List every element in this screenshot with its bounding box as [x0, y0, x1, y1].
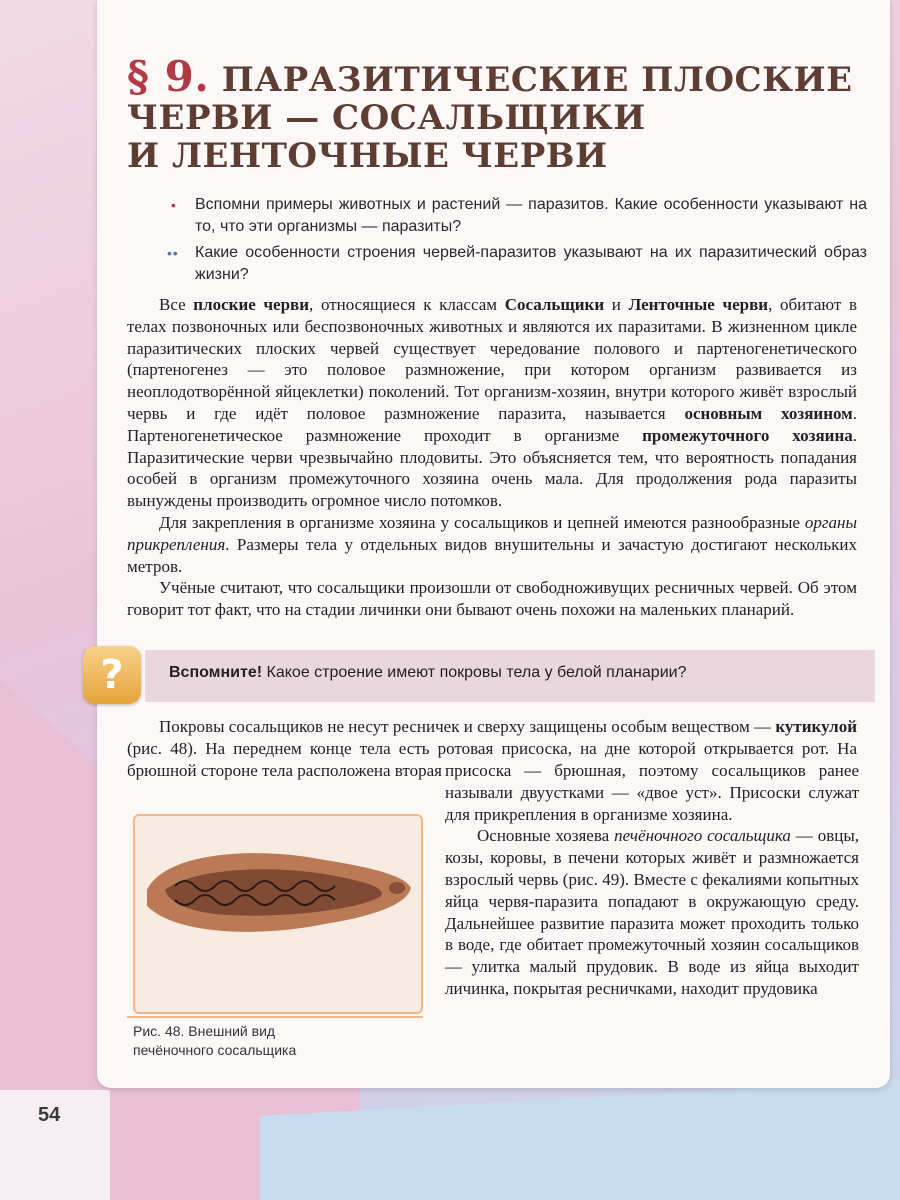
italic-term: печёночного сосальщика [614, 826, 791, 846]
question-glyph: ? [100, 652, 124, 698]
caption-line: печёночного сосальщика [133, 1042, 297, 1058]
text-run: . Партеногенетическое размножение проходит в организме [127, 403, 857, 445]
bullet-icon: • [171, 197, 177, 213]
term: Ленточные черви [628, 295, 769, 314]
text-run: Покровы сосальщиков не несут ресничек и сверху защищены особым веществом — [159, 717, 776, 736]
double-bullet-icon: •• [167, 245, 179, 261]
text-run: — овцы, козы, коровы, в печени которых живёт и размножается взрослый червь (рис. 49). Вместе с фекалиями копытных яйца червя-паразита попадают в окружающую среду. Дальнейшее развитие паразита может проходить только в воде, где обитает промежуточный хозяин сосальщиков — улитка малый прудовик. В воде из яйца выходит личинка, покрытая ресничками, находит прудовика [445, 826, 860, 998]
term: Сосальщики [504, 295, 605, 314]
term: плоские черви [193, 295, 310, 314]
text-run: , относящиеся к классам [309, 295, 505, 314]
liver-fluke-illustration [135, 816, 421, 1012]
text-run: , обитают в телах позвоночных или беспозвоночных животных и являются их паразитами. В жизненном цикле паразитических плоских червей существует чередование полового и партеногенетического (партеногенез — это половое размножение, при котором организм развивается из неоплодотворённой яйцеклетки) поколений. Тот организм-хозяин, внутри которого живёт взрослый червь и где идёт половое размножение паразита, называется [127, 295, 857, 423]
text-run: Для закрепления в организме хозяина у сосальщиков и цепней имеются разнообразные [159, 512, 805, 532]
callout-question: Какое строение имеют покровы тела у белой планарии? [262, 664, 687, 681]
section-number: § 9. [127, 52, 210, 101]
text-run: и [604, 295, 629, 314]
term: основным хозяином [684, 403, 853, 423]
text-run: (рис. 48). На переднем конце тела есть ротовая присоска, на дне которой открывается рот. На брюшной стороне тела расположена вторая [127, 738, 857, 780]
text-run: Все [159, 295, 194, 314]
section-title [127, 52, 867, 176]
paragraph [127, 512, 857, 577]
paragraph [127, 294, 857, 512]
review-questions [167, 194, 867, 290]
callout-text [169, 664, 686, 682]
question-item [167, 242, 867, 286]
callout-label: Вспомните! [169, 664, 263, 681]
body-text [127, 294, 857, 621]
term: кутикулой [775, 717, 857, 736]
question-text: Вспомни примеры животных и растений — паразитов. Какие особенности указывают на то, что эти организмы — паразиты? [195, 196, 867, 235]
question-text: Какие особенности строения червей-паразитов указывают на их паразитический образ жизни? [195, 244, 867, 283]
caption-line: Рис. 48. Внешний вид [133, 1023, 276, 1039]
text-run: Основные хозяева [477, 826, 615, 846]
paragraph: присоска — брюшная, поэтому сосальщиков ранее называли двуустками — «двое уст». Присоски служат для прикрепления в организме хозяина. [445, 761, 859, 824]
caption-divider [127, 1016, 423, 1018]
figure-liver-fluke [133, 814, 423, 1014]
remember-callout [97, 646, 857, 704]
title-line: ПАРАЗИТИЧЕСКИЕ ПЛОСКИЕ [221, 60, 853, 100]
question-item [167, 194, 867, 238]
paragraph [445, 825, 859, 999]
term: промежуточного хозяина [642, 425, 853, 445]
title-line: И ЛЕНТОЧНЫЕ ЧЕРВИ [127, 136, 608, 176]
textbook-page [97, 0, 890, 1088]
figure-caption [133, 1022, 433, 1060]
text-run: . Размеры тела у отдельных видов внушительны и зачастую достигают нескольких метров. [127, 534, 857, 576]
question-icon [83, 646, 141, 704]
text-run: . Паразитические черви чрезвычайно плодовиты. Это объясняется тем, что вероятность попадания особей в организм промежуточного хозяина очень мала. Для продолжения рода паразиты вынуждены производить огромное число потомков. [127, 425, 857, 511]
italic-term: органы прикрепления [127, 512, 857, 554]
paragraph: Учёные считают, что сосальщики произошли от свободноживущих ресничных червей. Об этом говорит тот факт, что на стадии личинки они бывают очень похожи на маленьких планарий. [127, 578, 857, 620]
title-line: ЧЕРВИ — СОСАЛЬЩИКИ [127, 98, 646, 138]
page-number: 54 [38, 1104, 61, 1126]
text-column [445, 760, 859, 1000]
